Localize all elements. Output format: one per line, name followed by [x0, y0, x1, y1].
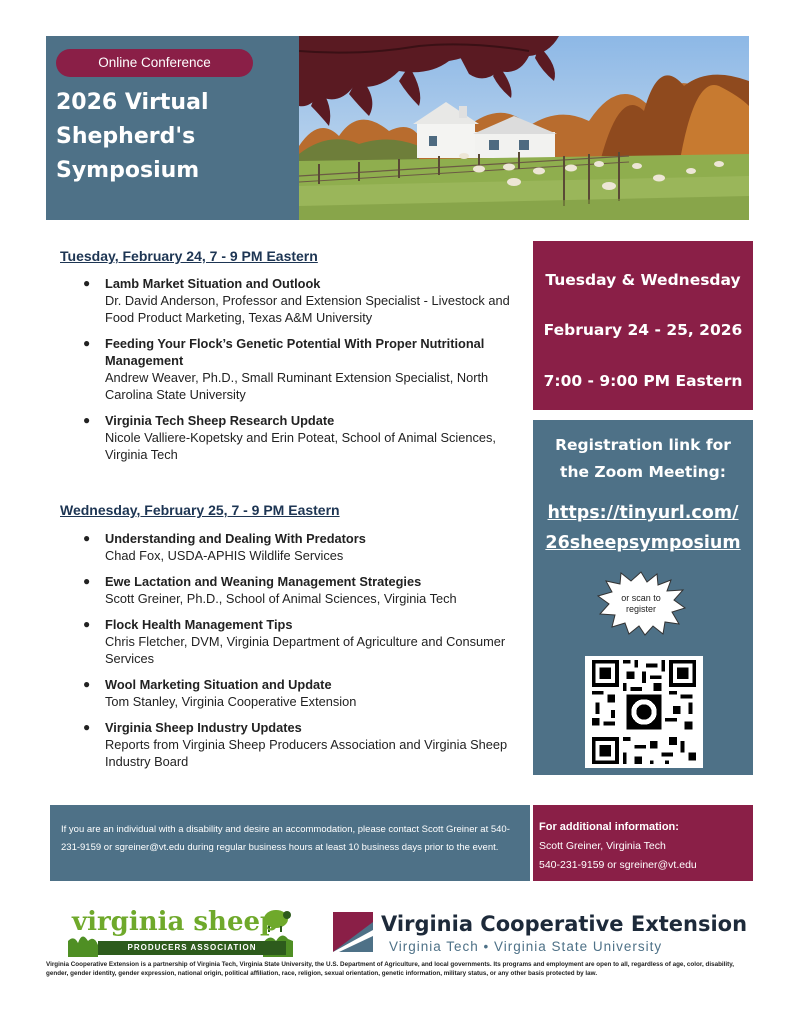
virginia-sheep-logo: [68, 905, 293, 957]
registration-box: [533, 420, 753, 775]
event-time: 7:00 - 9:00 PM Eastern: [543, 372, 743, 390]
page-title: 2026 Virtual Shepherd's Symposium: [56, 90, 209, 183]
list-item: ● Wool Marketing Situation and Update Tom Stanley, Virginia Cooperative Extension: [83, 677, 357, 709]
contact-name: Scott Greiner, Virginia Tech: [539, 840, 666, 852]
contact-box: [533, 805, 753, 881]
list-item: ● Feeding Your Flock’s Genetic Potential With Proper Nutritional Management Andrew Weaver, Ph.D., Small Ruminant Extension Specialist, North Carolina State University: [83, 336, 489, 402]
wednesday-heading: Wednesday, February 25, 7 - 9 PM Eastern: [60, 502, 340, 518]
virginia-sheep-wordmark: virginia sheep: [72, 907, 279, 937]
vce-name: Virginia Cooperative Extension: [381, 912, 748, 936]
contact-title: For additional information:: [539, 821, 679, 833]
wednesday-agenda: [80, 530, 520, 779]
scan-text-line1: or scan to: [621, 593, 661, 603]
scan-starburst-icon: [595, 570, 687, 636]
accommodation-notice: If you are an individual with a disability and desire an accommodation, please contact Scott Greiner at 540-231-9159 or sgreiner@vt.edu during regular business hours at least 10 business days prior to the event.: [50, 805, 530, 881]
vce-logo: [333, 912, 748, 956]
event-dates: February 24 - 25, 2026: [543, 321, 743, 339]
registration-title: Registration link for the Zoom Meeting:: [555, 436, 731, 481]
list-item: ● Understanding and Dealing With Predators Chad Fox, USDA-APHIS Wildlife Services: [83, 531, 366, 563]
qr-code[interactable]: [585, 656, 703, 768]
producers-association-label: PRODUCERS ASSOCIATION: [98, 941, 286, 955]
list-item: ● Ewe Lactation and Weaning Management Strategies Scott Greiner, Ph.D., School of Animal Sciences, Virginia Tech: [83, 574, 457, 606]
contact-details: 540-231-9159 or sgreiner@vt.edu: [539, 859, 697, 871]
vce-subtitle: Virginia Tech • Virginia State University: [389, 939, 663, 954]
list-item: ● Flock Health Management Tips Chris Fletcher, DVM, Virginia Department of Agriculture and Consumer Services: [83, 617, 506, 666]
farm-photo: [299, 36, 749, 220]
registration-link[interactable]: https://tinyurl.com/ 26sheepsymposium: [545, 503, 741, 553]
list-item: ● Virginia Tech Sheep Research Update Nicole Valliere-Kopetsky and Erin Poteat, School of Animal Sciences, Virginia Tech: [83, 413, 496, 462]
disclaimer: Virginia Cooperative Extension is a partnership of Virginia Tech, Virginia State University, the U.S. Department of Agriculture, and local governments. Its programs and employment are open to all, regardless of age, color, disability, gender, gender identity, gender expression, national origin, political affiliation, race, religion, sexual orientation, genetic information, military status, or any other basis protected by law.: [46, 961, 735, 977]
event-dates-box: [533, 241, 753, 410]
conference-badge: Online Conference: [56, 49, 253, 77]
list-item: ● Lamb Market Situation and Outlook Dr. David Anderson, Professor and Extension Specialist - Livestock and Food Product Marketing, Texas A&M University: [83, 276, 510, 325]
tuesday-agenda: [80, 275, 520, 472]
header-panel: [46, 36, 299, 220]
event-days: Tuesday & Wednesday: [545, 271, 741, 289]
scan-text-line2: register: [625, 604, 657, 614]
tuesday-heading: Tuesday, February 24, 7 - 9 PM Eastern: [60, 248, 318, 264]
vce-mark-icon: [333, 912, 373, 952]
list-item: ● Virginia Sheep Industry Updates Reports from Virginia Sheep Producers Association and Virginia Sheep Industry Board: [83, 720, 508, 769]
